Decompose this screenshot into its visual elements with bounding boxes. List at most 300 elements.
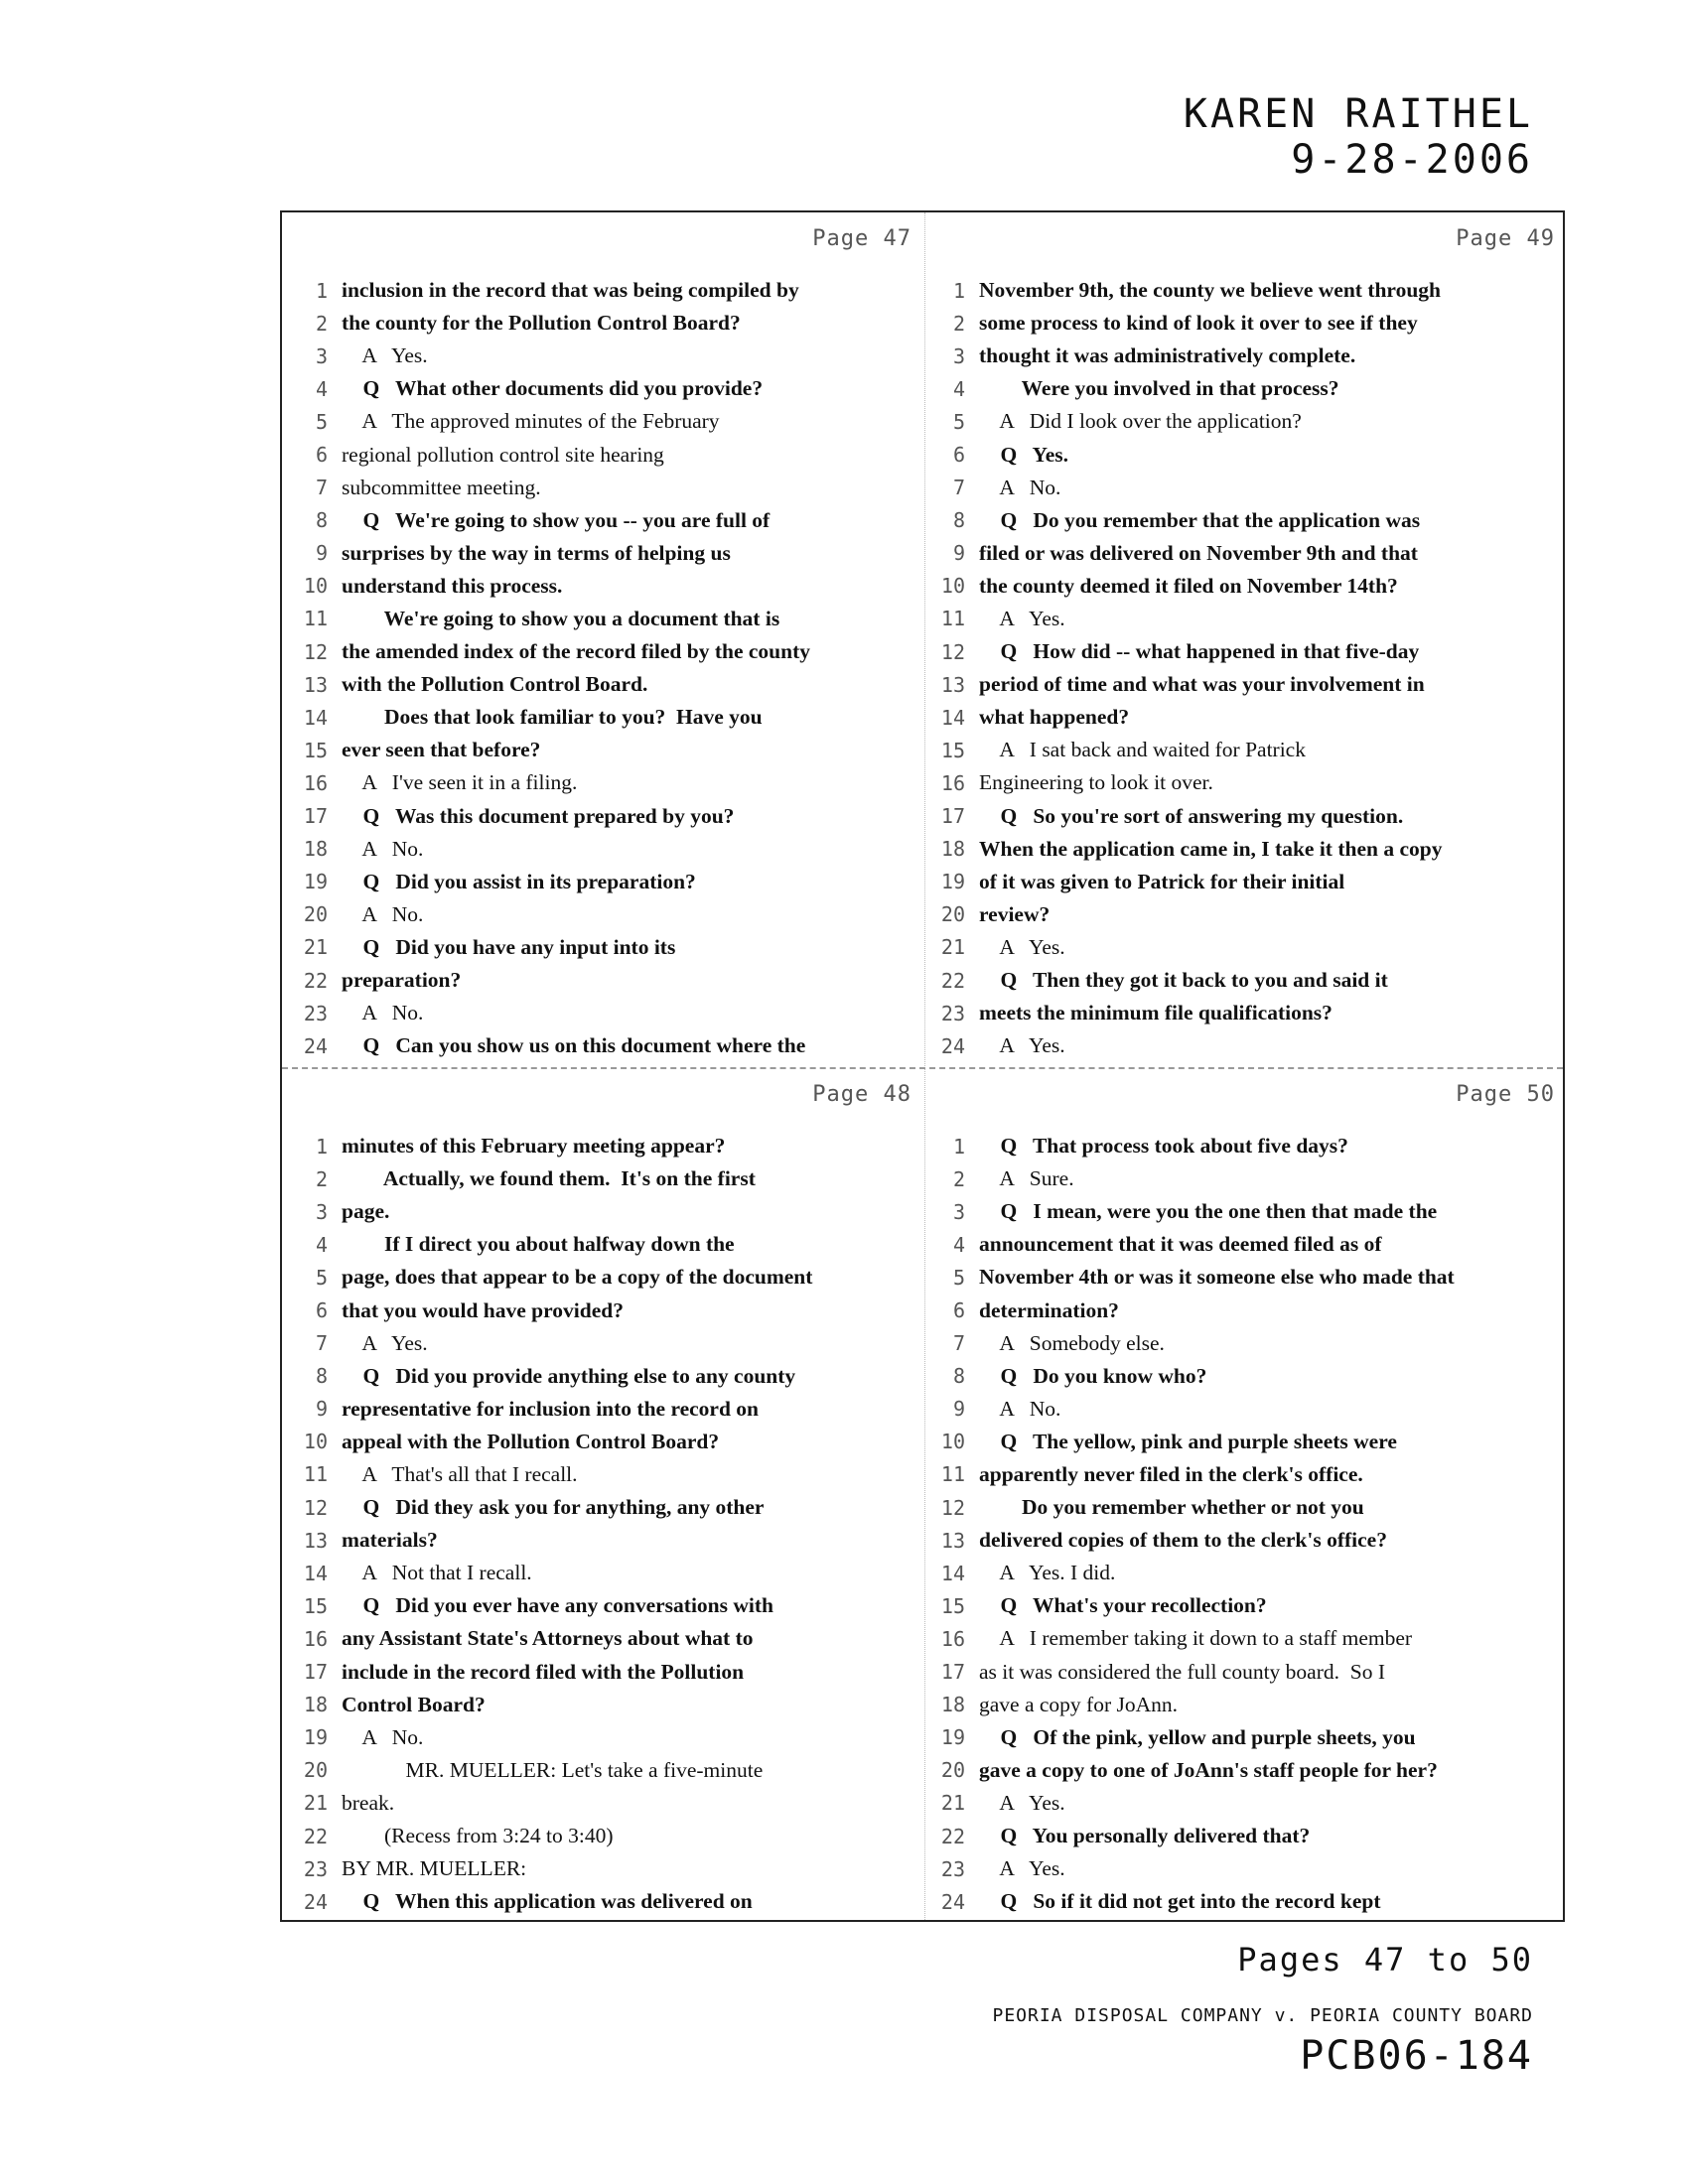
line-number: 24 (940, 1033, 965, 1058)
line-number: 12 (940, 1495, 965, 1520)
line-text: appeal with the Pollution Control Board? (342, 1429, 720, 1453)
line-text: A I remember taking it down to a staff member (979, 1626, 1413, 1651)
transcript-line (919, 274, 1565, 307)
line-number: 7 (315, 476, 328, 500)
line-number: 24 (940, 1889, 965, 1914)
page-lines (282, 274, 917, 1062)
line-number: 20 (303, 1758, 328, 1783)
line-number: 2 (315, 1166, 328, 1191)
transcript-line (282, 1327, 917, 1360)
line-number: 11 (303, 607, 328, 631)
transcript-line (282, 1885, 917, 1918)
line-number: 19 (940, 1725, 965, 1750)
transcript-line (919, 1787, 1565, 1820)
line-number: 9 (315, 1397, 328, 1422)
transcript-line (919, 1622, 1565, 1655)
line-text: review? (979, 901, 1051, 926)
transcript-line (282, 1622, 917, 1655)
transcript-line (282, 1820, 917, 1852)
line-text: Actually, we found them. It's on the first (342, 1166, 756, 1191)
transcript-line (919, 340, 1565, 372)
transcript-line (919, 405, 1565, 438)
transcript-line (282, 438, 917, 471)
line-text: A Not that I recall. (342, 1561, 532, 1585)
line-text: what happened? (979, 705, 1130, 730)
line-text: A Yes. (979, 1856, 1065, 1881)
line-number: 20 (940, 1758, 965, 1783)
transcript-line (282, 1557, 917, 1589)
transcript-line (282, 1458, 917, 1491)
transcript-line (282, 1689, 917, 1721)
transcript-line (919, 1360, 1565, 1393)
line-number: 3 (952, 343, 965, 368)
line-number: 7 (315, 1331, 328, 1356)
case-caption: PEORIA DISPOSAL COMPANY v. PEORIA COUNTY BOARD (992, 2005, 1533, 2026)
line-text: Q We're going to show you -- you are full of (342, 507, 771, 532)
transcript-line (282, 274, 917, 307)
line-number: 11 (940, 607, 965, 631)
line-number: 12 (303, 1495, 328, 1520)
transcript-line (282, 800, 917, 833)
line-text: A Sure. (979, 1166, 1074, 1191)
transcript-line (282, 1754, 917, 1787)
line-number: 19 (940, 870, 965, 894)
line-text: A Yes. I did. (979, 1561, 1116, 1585)
transcript-line (919, 766, 1565, 799)
line-number: 2 (952, 311, 965, 336)
line-number: 14 (303, 705, 328, 730)
line-number: 24 (303, 1033, 328, 1058)
transcript-line (919, 603, 1565, 635)
line-number: 6 (952, 443, 965, 468)
line-number: 12 (303, 639, 328, 664)
line-number: 13 (940, 1528, 965, 1553)
line-number: 22 (303, 968, 328, 993)
line-text: delivered copies of them to the clerk's office? (979, 1528, 1387, 1553)
line-number: 5 (952, 409, 965, 434)
line-text: the county for the Pollution Control Board? (342, 311, 741, 336)
line-number: 20 (940, 902, 965, 927)
line-text: A Yes. (979, 1790, 1065, 1815)
line-number: 20 (303, 902, 328, 927)
line-text: ever seen that before? (342, 738, 541, 762)
transcript-line (919, 1029, 1565, 1062)
line-text: break. (342, 1790, 395, 1815)
transcript-line (919, 997, 1565, 1029)
line-number: 23 (940, 1001, 965, 1025)
line-number: 13 (303, 1528, 328, 1553)
transcript-line (282, 1491, 917, 1524)
line-text: A I sat back and waited for Patrick (979, 738, 1306, 762)
line-text: Q Did they ask you for anything, any other (342, 1495, 765, 1520)
line-number: 1 (952, 278, 965, 303)
line-number: 10 (303, 574, 328, 599)
line-number: 3 (952, 1199, 965, 1224)
line-text: A No. (342, 836, 424, 861)
line-number: 2 (315, 311, 328, 336)
line-number: 18 (940, 1693, 965, 1717)
transcript-line (282, 734, 917, 766)
line-text: the county deemed it filed on November 14th? (979, 573, 1398, 598)
transcript-line (919, 931, 1565, 964)
transcript-line (919, 1589, 1565, 1622)
line-text: A Somebody else. (979, 1330, 1165, 1355)
line-text: filed or was delivered on November 9th and that (979, 540, 1418, 565)
page-lines (919, 274, 1565, 1062)
line-number: 8 (952, 1364, 965, 1389)
line-number: 8 (952, 508, 965, 533)
transcript-line (282, 1228, 917, 1261)
transcript-line (919, 1754, 1565, 1787)
transcript-line (282, 766, 917, 799)
line-number: 1 (315, 1134, 328, 1159)
line-number: 21 (940, 935, 965, 960)
line-number: 10 (303, 1430, 328, 1454)
transcript-line (919, 833, 1565, 866)
line-text: Do you remember whether or not you (979, 1495, 1364, 1520)
line-number: 14 (303, 1561, 328, 1585)
line-text: gave a copy to one of JoAnn's staff people for her? (979, 1757, 1438, 1782)
line-text: Q I mean, were you the one then that made the (979, 1199, 1438, 1224)
transcript-line (282, 1426, 917, 1458)
line-text: A Yes. (979, 606, 1065, 630)
transcript-line (282, 1656, 917, 1689)
line-text: Q When this application was delivered on (342, 1889, 753, 1914)
line-text: If I direct you about halfway down the (342, 1232, 735, 1257)
line-number: 14 (940, 705, 965, 730)
line-number: 17 (303, 804, 328, 829)
line-number: 6 (952, 1298, 965, 1323)
transcript-line (282, 1162, 917, 1195)
line-number: 15 (940, 738, 965, 762)
transcript-line (919, 1524, 1565, 1557)
line-text: When the application came in, I take it then a copy (979, 836, 1443, 861)
line-number: 9 (952, 541, 965, 566)
transcript-page-47 (282, 212, 917, 1066)
transcript-line (919, 1656, 1565, 1689)
line-text: A No. (342, 1724, 424, 1749)
line-text: Q Do you remember that the application was (979, 507, 1421, 532)
line-text: Q How did -- what happened in that five-day (979, 639, 1420, 664)
line-number: 11 (940, 1462, 965, 1487)
transcript-line (919, 1491, 1565, 1524)
transcript-line (919, 800, 1565, 833)
transcript-line (919, 1393, 1565, 1426)
line-text: as it was considered the full county board. So I (979, 1659, 1386, 1684)
line-number: 7 (952, 1331, 965, 1356)
transcript-line (282, 1261, 917, 1294)
line-text: A No. (979, 475, 1061, 499)
line-number: 18 (303, 837, 328, 862)
line-text: A Did I look over the application? (979, 409, 1302, 434)
transcript-page-49 (919, 212, 1565, 1066)
transcript-line (919, 1195, 1565, 1228)
line-text: (Recess from 3:24 to 3:40) (342, 1824, 614, 1848)
line-text: thought it was administratively complete. (979, 343, 1356, 368)
line-text: A No. (342, 1001, 424, 1025)
line-text: A Yes. (342, 1330, 428, 1355)
transcript-line (919, 668, 1565, 701)
line-number: 16 (303, 770, 328, 795)
transcript-frame (280, 210, 1565, 1922)
line-number: 4 (315, 1232, 328, 1257)
line-text: Q You personally delivered that? (979, 1824, 1311, 1848)
line-number: 15 (940, 1593, 965, 1618)
line-number: 19 (303, 870, 328, 894)
transcript-line (282, 1524, 917, 1557)
transcript-line (282, 1130, 917, 1162)
transcript-line (282, 1360, 917, 1393)
deposition-date: 9-28-2006 (1291, 137, 1533, 183)
line-number: 18 (303, 1693, 328, 1717)
transcript-line (282, 537, 917, 570)
transcript-line (282, 603, 917, 635)
page-range: Pages 47 to 50 (1237, 1941, 1533, 1979)
page-label: Page 49 (1456, 226, 1555, 251)
transcript-line (919, 438, 1565, 471)
transcript-line (919, 1130, 1565, 1162)
transcript-line (282, 1852, 917, 1885)
line-number: 17 (940, 804, 965, 829)
line-number: 23 (940, 1856, 965, 1881)
line-text: of it was given to Patrick for their initial (979, 869, 1345, 893)
line-number: 6 (315, 1298, 328, 1323)
transcript-line (919, 1327, 1565, 1360)
line-text: any Assistant State's Attorneys about what to (342, 1626, 754, 1651)
line-number: 18 (940, 837, 965, 862)
line-text: materials? (342, 1528, 438, 1553)
transcript-line (919, 1458, 1565, 1491)
line-number: 17 (303, 1660, 328, 1685)
line-text: A The approved minutes of the February (342, 409, 720, 434)
line-number: 24 (303, 1889, 328, 1914)
line-text: A I've seen it in a filing. (342, 770, 578, 795)
transcript-line (282, 1589, 917, 1622)
line-text: We're going to show you a document that is (342, 606, 780, 630)
line-number: 21 (940, 1791, 965, 1816)
witness-name: KAREN RAITHEL (1183, 91, 1533, 137)
line-text: some process to kind of look it over to see if they (979, 311, 1418, 336)
line-number: 16 (303, 1626, 328, 1651)
transcript-line (919, 1820, 1565, 1852)
line-text: Q What other documents did you provide? (342, 376, 764, 401)
line-text: Does that look familiar to you? Have you (342, 705, 763, 730)
transcript-line (282, 701, 917, 734)
page-label: Page 50 (1456, 1082, 1555, 1107)
line-text: gave a copy for JoAnn. (979, 1692, 1179, 1716)
transcript-line (919, 1689, 1565, 1721)
line-text: understand this process. (342, 573, 563, 598)
transcript-line (282, 340, 917, 372)
line-text: subcommittee meeting. (342, 475, 541, 499)
line-number: 16 (940, 1626, 965, 1651)
line-text: A No. (342, 901, 424, 926)
line-number: 1 (952, 1134, 965, 1159)
transcript-page-48 (282, 1068, 917, 1922)
line-number: 21 (303, 1791, 328, 1816)
line-text: that you would have provided? (342, 1297, 624, 1322)
transcript-line (282, 1029, 917, 1062)
line-number: 4 (952, 376, 965, 401)
line-text: Q Then they got it back to you and said it (979, 968, 1388, 993)
transcript-line (282, 997, 917, 1029)
line-number: 2 (952, 1166, 965, 1191)
line-text: apparently never filed in the clerk's office. (979, 1461, 1363, 1486)
line-text: Q Was this document prepared by you? (342, 803, 735, 828)
line-number: 8 (315, 508, 328, 533)
line-number: 9 (952, 1397, 965, 1422)
line-text: A No. (979, 1396, 1061, 1421)
line-number: 23 (303, 1001, 328, 1025)
line-text: the amended index of the record filed by the county (342, 639, 810, 664)
transcript-line (282, 372, 917, 405)
line-number: 10 (940, 1430, 965, 1454)
transcript-line (919, 701, 1565, 734)
transcript-line (919, 1228, 1565, 1261)
line-text: with the Pollution Control Board. (342, 672, 648, 697)
line-text: Q So you're sort of answering my question. (979, 803, 1404, 828)
line-text: Q Did you have any input into its (342, 934, 676, 959)
line-text: page. (342, 1199, 390, 1224)
line-number: 23 (303, 1856, 328, 1881)
transcript-line (919, 1721, 1565, 1754)
line-text: MR. MUELLER: Let's take a five-minute (342, 1757, 764, 1782)
transcript-line (919, 1162, 1565, 1195)
line-number: 6 (315, 443, 328, 468)
transcript-line (282, 898, 917, 931)
line-number: 12 (940, 639, 965, 664)
line-number: 21 (303, 935, 328, 960)
line-text: determination? (979, 1297, 1119, 1322)
transcript-line (919, 1426, 1565, 1458)
transcript-line (919, 1294, 1565, 1326)
line-number: 19 (303, 1725, 328, 1750)
transcript-line (282, 472, 917, 504)
transcript-line (919, 372, 1565, 405)
line-text: November 4th or was it someone else who made that (979, 1265, 1455, 1290)
line-text: representative for inclusion into the record on (342, 1396, 760, 1421)
transcript-line (919, 1885, 1565, 1918)
line-text: Control Board? (342, 1692, 486, 1716)
transcript-line (919, 1557, 1565, 1589)
transcript-line (282, 570, 917, 603)
transcript-line (282, 307, 917, 340)
line-number: 22 (940, 1824, 965, 1848)
line-text: Q Did you assist in its preparation? (342, 869, 696, 893)
line-number: 4 (952, 1232, 965, 1257)
line-number: 22 (303, 1824, 328, 1848)
transcript-line (282, 964, 917, 997)
docket-number: PCB06-184 (1300, 2033, 1533, 2079)
line-text: period of time and what was your involvement in (979, 672, 1425, 697)
line-text: Q So if it did not get into the record kept (979, 1889, 1381, 1914)
transcript-line (919, 570, 1565, 603)
line-number: 15 (303, 738, 328, 762)
transcript-line (282, 1195, 917, 1228)
line-text: Q Yes. (979, 442, 1068, 467)
line-text: announcement that it was deemed filed as of (979, 1232, 1382, 1257)
transcript-line (282, 866, 917, 898)
line-text: page, does that appear to be a copy of the document (342, 1265, 813, 1290)
line-number: 1 (315, 278, 328, 303)
line-text: Q Can you show us on this document where the (342, 1033, 806, 1058)
line-number: 3 (315, 1199, 328, 1224)
line-text: A Yes. (979, 934, 1065, 959)
line-text: Were you involved in that process? (979, 376, 1339, 401)
line-number: 9 (315, 541, 328, 566)
line-text: Q That process took about five days? (979, 1134, 1348, 1159)
line-text: Q The yellow, pink and purple sheets were (979, 1429, 1397, 1453)
transcript-line (282, 931, 917, 964)
transcript-line (919, 866, 1565, 898)
line-text: Q Do you know who? (979, 1363, 1207, 1388)
transcript-line (919, 964, 1565, 997)
transcript-line (282, 504, 917, 537)
line-text: regional pollution control site hearing (342, 442, 664, 467)
page-lines (919, 1130, 1565, 1918)
line-text: minutes of this February meeting appear? (342, 1134, 726, 1159)
line-text: meets the minimum file qualifications? (979, 1001, 1333, 1025)
line-number: 4 (315, 376, 328, 401)
line-number: 10 (940, 574, 965, 599)
transcript-line (919, 504, 1565, 537)
line-text: A Yes. (342, 343, 428, 368)
line-text: include in the record filed with the Pollution (342, 1659, 745, 1684)
transcript-line (919, 734, 1565, 766)
page-label: Page 47 (812, 226, 912, 251)
line-number: 5 (315, 409, 328, 434)
transcript-line (282, 405, 917, 438)
transcript-line (282, 1721, 917, 1754)
line-text: BY MR. MUELLER: (342, 1856, 527, 1881)
line-text: surprises by the way in terms of helping us (342, 540, 731, 565)
line-text: November 9th, the county we believe went through (979, 278, 1442, 303)
transcript-line (282, 635, 917, 668)
line-number: 17 (940, 1660, 965, 1685)
page-lines (282, 1130, 917, 1918)
line-number: 3 (315, 343, 328, 368)
transcript-line (282, 1787, 917, 1820)
line-text: Q Did you provide anything else to any county (342, 1363, 796, 1388)
line-number: 15 (303, 1593, 328, 1618)
line-text: Engineering to look it over. (979, 770, 1213, 795)
line-text: inclusion in the record that was being compiled by (342, 278, 799, 303)
line-number: 8 (315, 1364, 328, 1389)
line-text: Q Did you ever have any conversations with (342, 1593, 773, 1618)
line-text: Q Of the pink, yellow and purple sheets, you (979, 1724, 1416, 1749)
transcript-line (919, 1852, 1565, 1885)
line-number: 13 (940, 672, 965, 697)
line-text: A That's all that I recall. (342, 1461, 578, 1486)
line-number: 14 (940, 1561, 965, 1585)
line-number: 5 (952, 1265, 965, 1290)
transcript-line (282, 1393, 917, 1426)
line-text: A Yes. (979, 1033, 1065, 1058)
transcript-line (919, 898, 1565, 931)
transcript-page-50 (919, 1068, 1565, 1922)
line-text: Q What's your recollection? (979, 1593, 1267, 1618)
line-number: 13 (303, 672, 328, 697)
line-number: 7 (952, 476, 965, 500)
transcript-line (282, 1294, 917, 1326)
transcript-line (919, 1261, 1565, 1294)
transcript-line (919, 537, 1565, 570)
line-number: 11 (303, 1462, 328, 1487)
transcript-line (919, 472, 1565, 504)
line-number: 16 (940, 770, 965, 795)
transcript-line (919, 635, 1565, 668)
line-number: 22 (940, 968, 965, 993)
